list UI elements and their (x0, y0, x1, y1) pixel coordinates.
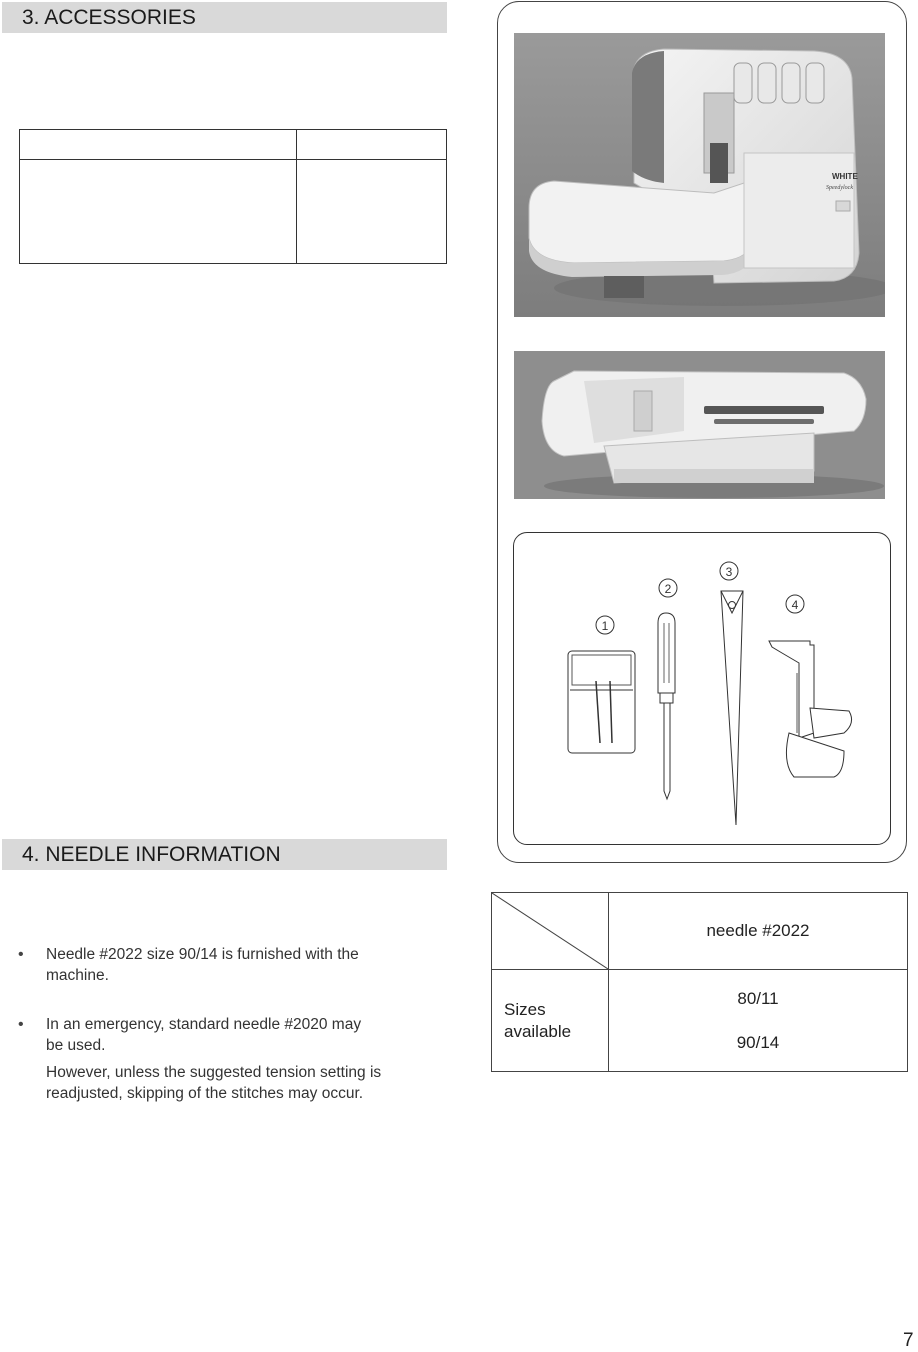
machine-photo (514, 33, 885, 317)
needle-warning-note (18, 1062, 450, 1104)
accessories-section-title: 3. ACCESSORIES (2, 2, 447, 33)
accessory-tray-photo (514, 351, 885, 499)
row-label-line: available (504, 1021, 572, 1041)
bullet-icon: • (18, 1016, 24, 1033)
needle-pack-icon (568, 651, 635, 753)
callout-3-label: 3 (725, 565, 733, 579)
row-label-line: Sizes (504, 999, 546, 1019)
needle-table-sizes-cell (609, 970, 908, 1072)
needle-info-text: machine. (46, 967, 109, 984)
callout-4-label: 4 (791, 598, 799, 612)
needle-info-text: readjusted, skipping of the stitches may occur. (46, 1085, 364, 1102)
accessories-table-header-cell (20, 130, 297, 160)
needle-info-text: However, unless the suggested tension setting is (46, 1064, 382, 1081)
tweezers-icon (721, 591, 743, 825)
needle-table-corner-cell (492, 893, 609, 970)
list-item (18, 944, 450, 986)
needle-info-text: be used. (46, 1037, 106, 1054)
needle-table-column-header: needle #2022 (609, 893, 908, 970)
list-item (18, 1014, 450, 1056)
screwdriver-icon (658, 613, 675, 799)
accessories-table-cell (297, 160, 447, 264)
accessories-table-header-cell (297, 130, 447, 160)
accessories-table (19, 129, 447, 264)
needle-size-value: 80/11 (737, 988, 779, 1008)
needle-info-text: Needle #2022 size 90/14 is furnished with the (46, 946, 359, 963)
callout-2-label: 2 (664, 582, 672, 596)
bullet-icon: • (18, 946, 24, 963)
page-number: 7 (903, 1330, 914, 1351)
callout-1-label: 1 (601, 619, 609, 633)
presser-foot-icon (769, 641, 852, 777)
machine-model-label: Speedylock (826, 185, 853, 191)
needle-table-row-label (492, 970, 609, 1072)
needle-size-value: 90/14 (736, 1032, 780, 1052)
needle-info-list (18, 944, 450, 1104)
accessories-drawing (513, 532, 891, 845)
machine-brand-label: WHITE (832, 172, 858, 181)
accessories-table-cell (20, 160, 297, 264)
needle-section-title: 4. NEEDLE INFORMATION (2, 839, 447, 870)
needle-size-table (491, 892, 908, 1072)
needle-info-text: In an emergency, standard needle #2020 may (46, 1016, 362, 1033)
